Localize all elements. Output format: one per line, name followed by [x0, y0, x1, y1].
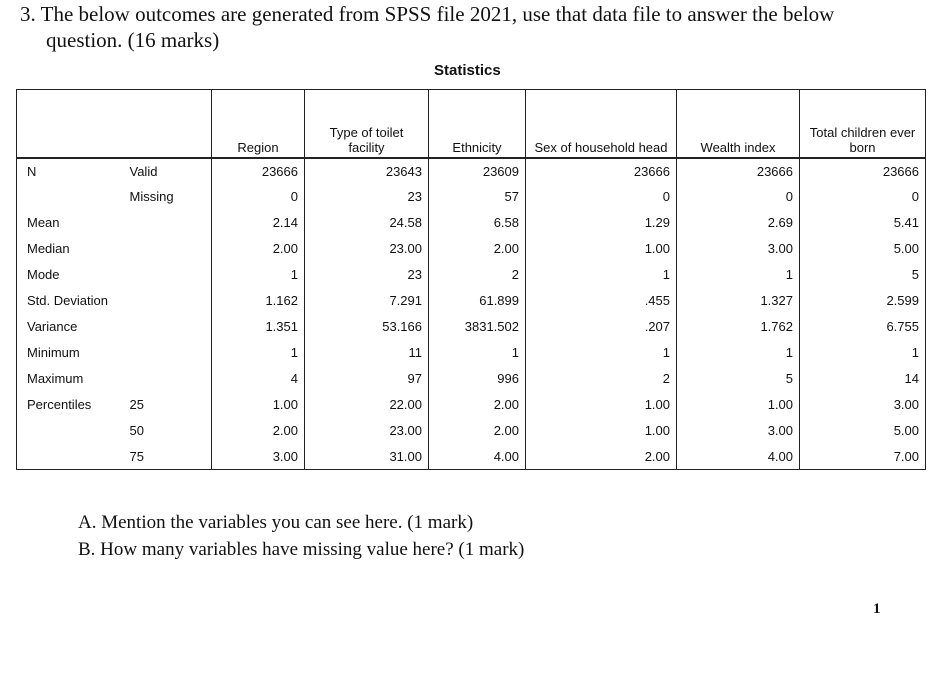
- table-cell: 0: [677, 184, 800, 210]
- header-row: [17, 90, 926, 158]
- table-cell: 1.00: [212, 392, 305, 418]
- table-cell: 23.00: [305, 418, 429, 444]
- table-row: [17, 158, 926, 184]
- row-label: Maximum: [27, 371, 84, 386]
- question-heading-line-1: 3. The below outcomes are generated from SPSS file 2021, use that data file to answer the below: [20, 2, 835, 26]
- table-cell: 6.755: [800, 314, 926, 340]
- header-stub-sub: [124, 90, 212, 158]
- prompt-b: B. How many variables have missing value here? (1 mark): [78, 539, 525, 560]
- table-cell: 23643: [305, 158, 429, 184]
- prompt-a: A. Mention the variables you can see here. (1 mark): [78, 512, 474, 533]
- table-cell: 23666: [677, 158, 800, 184]
- row-label: [17, 184, 124, 210]
- table-cell: 4: [212, 366, 305, 392]
- row-sublabel: [124, 314, 212, 340]
- table-cell: 2.69: [677, 210, 800, 236]
- table-cell: 1.327: [677, 288, 800, 314]
- table-cell: 1.762: [677, 314, 800, 340]
- table-row: [17, 210, 926, 236]
- table-cell: 2.14: [212, 210, 305, 236]
- table-cell: 97: [305, 366, 429, 392]
- table-row: [17, 366, 926, 392]
- table-cell: 2.00: [212, 236, 305, 262]
- table-cell: 2.00: [429, 392, 526, 418]
- table-row: [17, 314, 926, 340]
- table-cell: 53.166: [305, 314, 429, 340]
- table-cell: 5.00: [800, 418, 926, 444]
- table-cell: 1: [526, 340, 677, 366]
- table-cell: 1: [677, 262, 800, 288]
- row-sublabel: [124, 236, 212, 262]
- table-row: [17, 262, 926, 288]
- table-row: [17, 184, 926, 210]
- row-label: N: [17, 158, 124, 184]
- table-cell: 4.00: [677, 444, 800, 470]
- table-row: [17, 418, 926, 444]
- table-row: [17, 444, 926, 470]
- table-cell: 1: [212, 340, 305, 366]
- row-sublabel: 75: [129, 448, 144, 464]
- row-sublabel: [124, 340, 212, 366]
- table-cell: 1: [429, 340, 526, 366]
- table-cell: 996: [429, 366, 526, 392]
- table-cell: 3.00: [677, 236, 800, 262]
- row-sublabel: Valid: [124, 158, 212, 184]
- table-cell: 1.00: [677, 392, 800, 418]
- row-sublabel: [124, 210, 212, 236]
- table-cell: 7.291: [305, 288, 429, 314]
- table-cell: 5: [800, 262, 926, 288]
- column-header: Wealth index: [677, 90, 800, 158]
- table-cell: 23609: [429, 158, 526, 184]
- table-cell: 23666: [526, 158, 677, 184]
- row-label: Percentiles: [27, 397, 92, 412]
- table-cell: 23: [305, 184, 429, 210]
- table-cell: 0: [212, 184, 305, 210]
- table-cell: 5.41: [800, 210, 926, 236]
- table-cell: 1: [800, 340, 926, 366]
- column-header: Total children ever born: [800, 90, 926, 158]
- table-cell: 1: [677, 340, 800, 366]
- row-label: [17, 418, 124, 444]
- table-cell: 1.00: [526, 418, 677, 444]
- row-label: Std. Deviation: [27, 293, 108, 308]
- table-cell: 11: [305, 340, 429, 366]
- table-cell: 5.00: [800, 236, 926, 262]
- table-cell: 1.00: [526, 236, 677, 262]
- table-cell: 24.58: [305, 210, 429, 236]
- header-stub: [17, 90, 124, 158]
- table-cell: 3.00: [212, 444, 305, 470]
- row-sublabel: 50: [129, 423, 144, 438]
- statistics-table: [16, 89, 926, 470]
- table-cell: 23666: [800, 158, 926, 184]
- row-label: Minimum: [27, 345, 80, 360]
- table-cell: 1: [526, 262, 677, 288]
- table-cell: .455: [526, 288, 677, 314]
- table-cell: 1.162: [212, 288, 305, 314]
- table-cell: 2.599: [800, 288, 926, 314]
- table-cell: 2.00: [212, 418, 305, 444]
- table-cell: 0: [526, 184, 677, 210]
- table-cell: 5: [677, 366, 800, 392]
- row-label: Mean: [27, 215, 60, 230]
- table-cell: 2: [526, 366, 677, 392]
- table-cell: 1.29: [526, 210, 677, 236]
- row-label: Mode: [27, 267, 60, 282]
- table-title: Statistics: [434, 62, 501, 79]
- table-row: [17, 392, 926, 418]
- table-cell: 31.00: [305, 444, 429, 470]
- table-row: [17, 236, 926, 262]
- table-cell: 4.00: [429, 444, 526, 470]
- question-heading-line-2: question. (16 marks): [46, 28, 220, 52]
- table-cell: 2.00: [429, 236, 526, 262]
- prompts: [78, 509, 524, 563]
- table-cell: 61.899: [429, 288, 526, 314]
- table-cell: 22.00: [305, 392, 429, 418]
- table-cell: 2.00: [429, 418, 526, 444]
- table-body: [17, 158, 926, 470]
- page-number: 1: [873, 601, 881, 617]
- table-cell: 3.00: [677, 418, 800, 444]
- row-sublabel: Missing: [129, 189, 174, 204]
- row-label: [17, 444, 124, 470]
- column-header: Sex of household head: [526, 90, 677, 158]
- column-header: Ethnicity: [429, 90, 526, 158]
- table-cell: 6.58: [429, 210, 526, 236]
- table-cell: 3.00: [800, 392, 926, 418]
- table-cell: .207: [526, 314, 677, 340]
- table-cell: 1.351: [212, 314, 305, 340]
- table-cell: 57: [429, 184, 526, 210]
- row-sublabel: 25: [129, 397, 144, 412]
- row-sublabel: [124, 262, 212, 288]
- table-cell: 23: [305, 262, 429, 288]
- table-row: [17, 340, 926, 366]
- row-sublabel: [124, 288, 212, 314]
- column-header: Region: [212, 90, 305, 158]
- table-cell: 0: [800, 184, 926, 210]
- table-cell: 23.00: [305, 236, 429, 262]
- table-cell: 2: [429, 262, 526, 288]
- row-sublabel: [124, 366, 212, 392]
- table-row: [17, 288, 926, 314]
- table-cell: 1: [212, 262, 305, 288]
- table-cell: 23666: [212, 158, 305, 184]
- table-cell: 1.00: [526, 392, 677, 418]
- row-label: Median: [27, 241, 70, 256]
- table-cell: 3831.502: [429, 314, 526, 340]
- table-cell: 2.00: [526, 444, 677, 470]
- column-header: Type of toilet facility: [305, 90, 429, 158]
- table-cell: 14: [800, 366, 926, 392]
- row-label: Variance: [27, 319, 78, 334]
- table-cell: 7.00: [800, 444, 926, 470]
